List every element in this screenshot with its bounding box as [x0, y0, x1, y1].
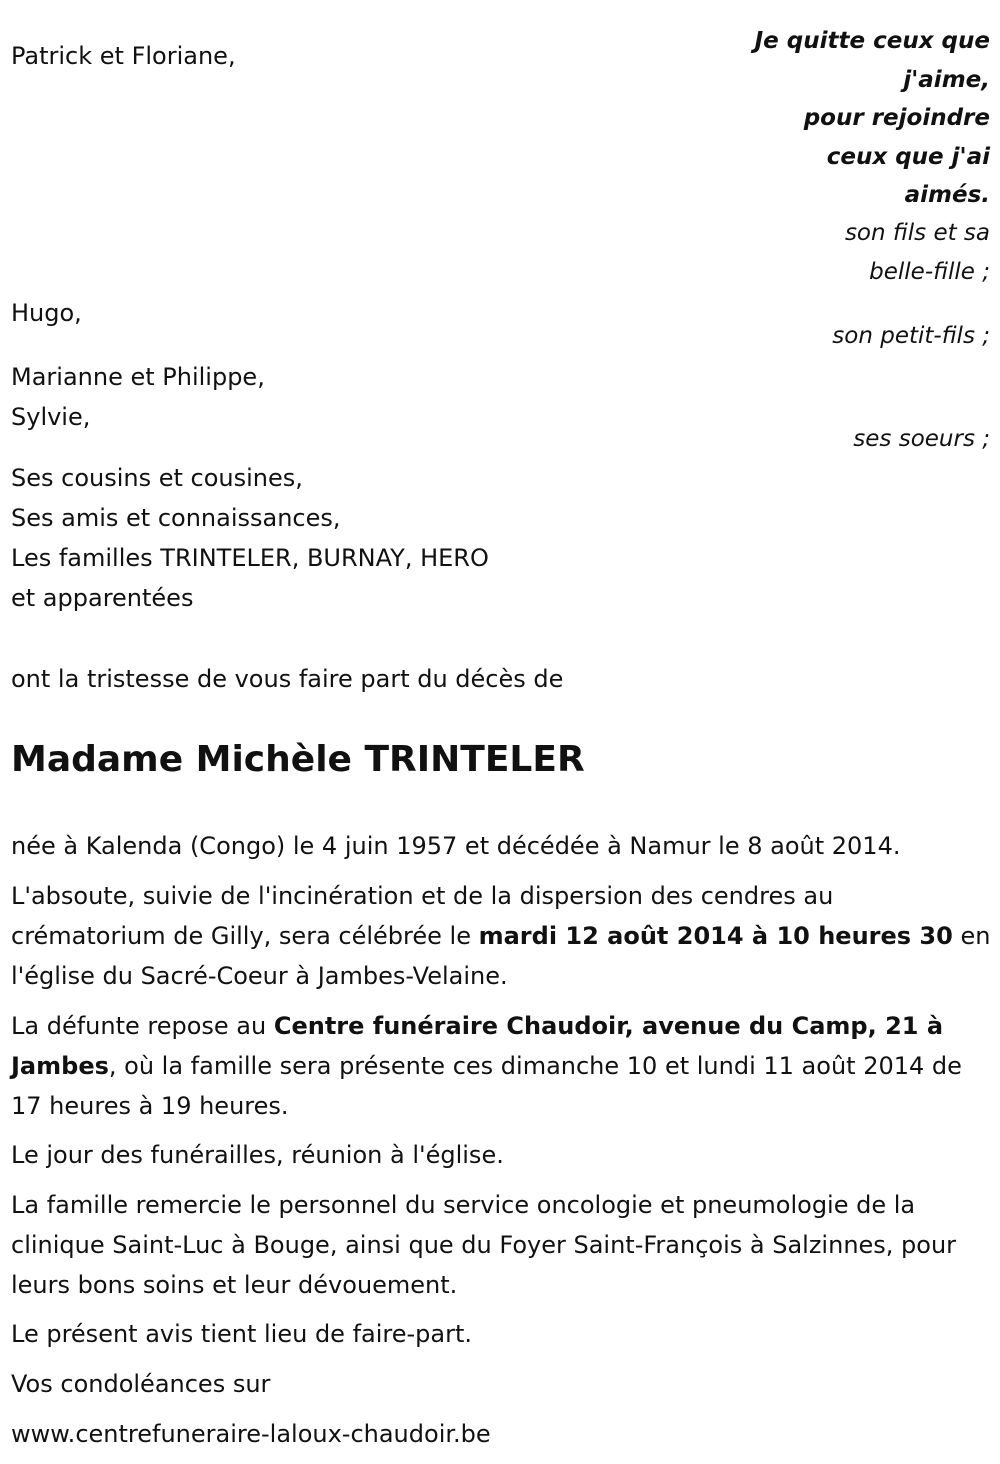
deceased-name: Madame Michèle TRINTELER	[11, 739, 585, 780]
ceremony-text-after: en l'église du Sacré-Coeur à Jambes-Velaine.	[11, 922, 991, 990]
mourner-line: et apparentées	[11, 584, 194, 612]
family-names-son: Patrick et Floriane,	[11, 42, 236, 70]
family-name-line: Marianne et Philippe,	[11, 363, 265, 391]
mourner-line: Les familles TRINTELER, BURNAY, HERO	[11, 544, 489, 572]
birth-death-text: née à Kalenda (Congo) le 4 juin 1957 et décédée à Namur le 8 août 2014.	[11, 832, 901, 860]
repose-paragraph	[11, 1006, 991, 1126]
mourner-line: Ses cousins et cousines,	[11, 464, 303, 492]
family-names-grandson: Hugo,	[11, 299, 82, 327]
announcement-text: ont la tristesse de vous faire part du décès de	[11, 665, 564, 693]
family-relation-sisters: ses soeurs ;	[853, 426, 990, 452]
thanks-paragraph: La famille remercie le personnel du service oncologie et pneumologie de la clinique Saint-Luc à Bouge, ainsi que du Foyer Saint-François à Salzinnes, pour leurs bons soins et leur dévouement.	[11, 1191, 957, 1299]
mourner-line: Ses amis et connaissances,	[11, 504, 341, 532]
family-relation-son	[845, 214, 990, 292]
family-relation-grandson: son petit-fils ;	[832, 323, 990, 349]
epigraph-line: aimés.	[904, 182, 990, 209]
ceremony-date: mardi 12 août 2014 à 10 heures 30	[478, 922, 953, 950]
other-mourners	[11, 458, 489, 618]
epigraph-line: Je quitte ceux que	[754, 28, 990, 54]
epigraph-line: pour rejoindre	[803, 105, 990, 132]
relation-line: son fils et sa	[844, 220, 990, 246]
repose-text-before: La défunte repose au	[11, 1012, 274, 1040]
repose-place: Centre funéraire Chaudoir, avenue du Camp, 21 à Jambes	[11, 1012, 944, 1080]
family-names-sisters	[11, 357, 265, 437]
family-name-line: Sylvie,	[11, 403, 91, 431]
condolences-label: Vos condoléances sur	[11, 1370, 271, 1398]
meeting-text: Le jour des funérailles, réunion à l'église.	[11, 1141, 504, 1169]
epigraph-line: ceux que j'ai	[826, 143, 990, 170]
website-link[interactable]: www.centrefuneraire-laloux-chaudoir.be	[11, 1420, 491, 1448]
ceremony-text-before: L'absoute, suivie de l'incinération et de la dispersion des cendres au crématorium de Gilly, sera célébrée le	[11, 882, 834, 950]
ceremony-paragraph	[11, 876, 991, 996]
epigraph	[755, 22, 990, 215]
relation-line: belle-fille ;	[869, 259, 990, 285]
notice-text: Le présent avis tient lieu de faire-part.	[11, 1320, 473, 1348]
repose-text-after: , où la famille sera présente ces dimanche 10 et lundi 11 août 2014 de 17 heures à 19 heures.	[11, 1052, 962, 1120]
epigraph-line: j'aime,	[903, 66, 990, 93]
